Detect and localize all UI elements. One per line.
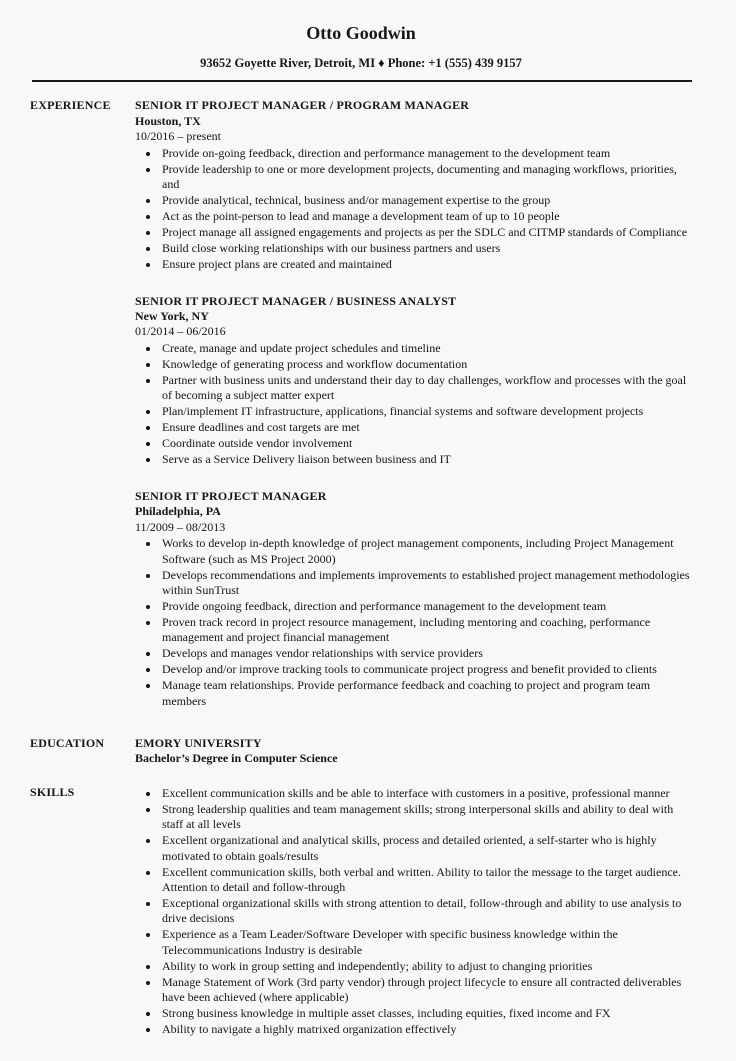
bullet-item: • Project manage all assigned engagements and projects as per the SDLC and CITMP standards of Compliance: [160, 225, 692, 240]
bullet-item: • Provide analytical, technical, business and/or management expertise to the group: [160, 193, 692, 208]
job-entry: [135, 489, 692, 710]
job-location: New York, NY: [135, 308, 209, 323]
resume-name: Otto Goodwin: [306, 23, 416, 43]
section-education: [30, 736, 692, 767]
job-dates: 10/2016 – present: [135, 129, 221, 144]
job-bullet-list: [135, 341, 692, 468]
job-entry: [135, 294, 692, 468]
bullet-item: • Ability to work in group setting and independently; ability to adjust to changing priorities: [160, 959, 692, 974]
bullet-item: • Develops recommendations and implements improvements to established project management methodologies within SunTrust: [160, 568, 692, 599]
bullet-item: • Develops and manages vendor relationships with service providers: [160, 646, 692, 661]
bullet-item: • Plan/implement IT infrastructure, applications, financial systems and software development projects: [160, 404, 692, 419]
section-experience: [30, 98, 692, 709]
section-label-education: EDUCATION: [30, 735, 105, 750]
bullet-item: • Manage team relationships. Provide performance feedback and coaching to project and program team members: [160, 678, 692, 709]
bullet-item: • Coordinate outside vendor involvement: [160, 436, 692, 451]
bullet-item: • Experience as a Team Leader/Software Developer with specific business knowledge within the Telecommunications Industry is desirable: [160, 927, 692, 958]
bullet-item: • Strong business knowledge in multiple asset classes, including equities, fixed income and FX: [160, 1006, 692, 1021]
job-title: SENIOR IT PROJECT MANAGER / PROGRAM MANAGER: [135, 98, 470, 113]
section-label-experience: EXPERIENCE: [30, 98, 111, 113]
bullet-item: • Works to develop in-depth knowledge of project management components, including Project Management Software (such as MS Project 2000): [160, 536, 692, 567]
section-label-skills: SKILLS: [30, 784, 75, 799]
job-title: SENIOR IT PROJECT MANAGER / BUSINESS ANALYST: [135, 293, 457, 308]
bullet-item: • Manage Statement of Work (3rd party vendor) through project lifecycle to ensure all contracted deliverables have been achieved (where applicable): [160, 975, 692, 1006]
bullet-item: • Knowledge of generating process and workflow documentation: [160, 357, 692, 372]
bullet-item: • Provide ongoing feedback, direction and performance management to the development team: [160, 599, 692, 614]
job-entry: [135, 98, 692, 272]
education-school: EMORY UNIVERSITY: [135, 735, 262, 750]
bullet-item: • Exceptional organizational skills with strong attention to detail, follow-through and ability to use analysis to drive decisions: [160, 896, 692, 927]
bullet-item: • Excellent communication skills and be able to interface with customers in a positive, professional manner: [160, 786, 692, 801]
contact-line: 93652 Goyette River, Detroit, MI ♦ Phone: +1 (555) 439 9157: [200, 56, 522, 71]
bullet-item: • Serve as a Service Delivery liaison between business and IT: [160, 452, 692, 467]
bullet-item: • Proven track record in project resource management, including mentoring and coaching, performance management and project financial management: [160, 615, 692, 646]
job-location: Houston, TX: [135, 113, 201, 128]
section-skills: [30, 785, 692, 1039]
job-dates: 01/2014 – 06/2016: [135, 324, 226, 339]
bullet-item: • Create, manage and update project schedules and timeline: [160, 341, 692, 356]
education-content: [135, 736, 692, 767]
header-divider: [32, 80, 692, 82]
education-degree: Bachelor’s Degree in Computer Science: [135, 751, 338, 766]
experience-content: [135, 98, 692, 709]
job-title: SENIOR IT PROJECT MANAGER: [135, 488, 327, 503]
bullet-item: • Act as the point-person to lead and manage a development team of up to 10 people: [160, 209, 692, 224]
bullet-item: • Excellent communication skills, both verbal and written. Ability to tailor the message to the target audience. Attention to detail and follow-through: [160, 865, 692, 896]
job-bullet-list: [135, 146, 692, 273]
bullet-item: • Partner with business units and understand their day to day challenges, workflow and processes with the goal of becoming a subject matter expert: [160, 373, 692, 404]
skills-content: [135, 785, 692, 1039]
bullet-item: • Develop and/or improve tracking tools to communicate project progress and benefit provided to clients: [160, 662, 692, 677]
bullet-item: • Provide leadership to one or more development projects, documenting and managing workflows, priorities, and: [160, 162, 692, 193]
job-location: Philadelphia, PA: [135, 504, 221, 519]
bullet-item: • Build close working relationships with our business partners and users: [160, 241, 692, 256]
bullet-item: • Strong leadership qualities and team management skills; strong interpersonal skills and ability to deal with staff at all levels: [160, 802, 692, 833]
job-dates: 11/2009 – 08/2013: [135, 519, 226, 534]
resume-header: [30, 22, 692, 82]
bullet-item: • Ensure deadlines and cost targets are met: [160, 420, 692, 435]
bullet-item: • Ability to navigate a highly matrixed organization effectively: [160, 1022, 692, 1037]
bullet-item: • Ensure project plans are created and maintained: [160, 257, 692, 272]
bullet-item: • Excellent organizational and analytical skills, process and detailed oriented, a self-starter who is highly motivated to obtain goals/results: [160, 833, 692, 864]
skills-bullet-list: [135, 786, 692, 1038]
bullet-item: • Provide on-going feedback, direction and performance management to the development team: [160, 146, 692, 161]
job-bullet-list: [135, 536, 692, 709]
